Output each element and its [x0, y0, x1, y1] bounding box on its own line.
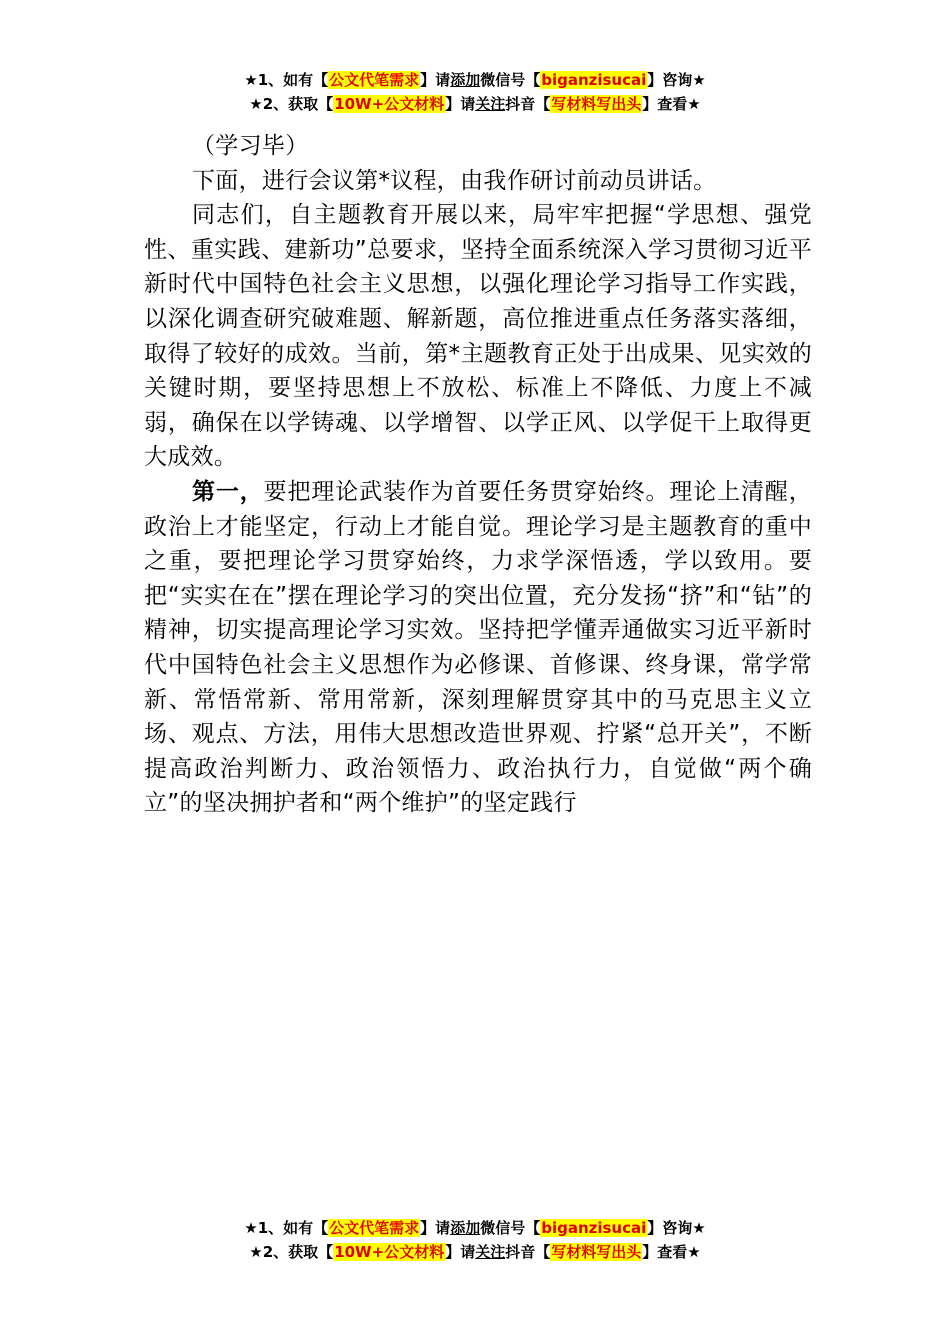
- promo-text: 】查看★: [642, 1243, 701, 1261]
- promo-text: ★2、获取【: [249, 1243, 334, 1261]
- promo-text: 】咨询★: [647, 71, 706, 89]
- promo-text: ★1、如有【: [244, 1219, 329, 1237]
- promo-underlined: 关注: [475, 95, 506, 113]
- promo-text: 】咨询★: [647, 1219, 706, 1237]
- promo-text: 微信号【: [480, 1219, 541, 1237]
- promo-text: ★1、如有【: [244, 71, 329, 89]
- footer-promo-banner: [0, 1216, 950, 1264]
- promo-line-1: [0, 1216, 950, 1240]
- promo-underlined: 关注: [475, 1243, 506, 1261]
- promo-text: 】请: [420, 1219, 451, 1237]
- paragraph-first-point: [144, 475, 812, 821]
- paragraph-study-end: （学习毕）: [192, 133, 309, 159]
- paragraph-intro: 同志们，自主题教育开展以来，局牢牢把握“学思想、强党性、重实践、建新功”总要求，坚持全面系统深入学习贯彻习近平新时代中国特色社会主义思想，以强化理论学习指导工作实践，以深化调查研究破难题、解新题，高位推进重点任务落实落细，取得了较好的成效。当前，第*主题教育正处于出成果、见实效的关键时期，要坚持思想上不放松、标准上不降低、力度上不减弱，确保在以学铸魂、以学增智、以学正风、以学促干上取得更大成效。: [144, 202, 812, 471]
- promo-underlined: 添加: [450, 71, 481, 89]
- promo-line-2: [0, 1240, 950, 1264]
- promo-text: 】请: [445, 95, 476, 113]
- promo-highlight: 10W+公文材料: [334, 95, 445, 113]
- header-promo-banner: [0, 68, 950, 116]
- promo-text: 】请: [420, 71, 451, 89]
- point-text: 要把理论武装作为首要任务贯穿始终。理论上清醒，政治上才能坚定，行动上才能自觉。理论学习是主题教育的重中之重，要把理论学习贯穿始终，力求学深悟透，学以致用。要把“实实在在”摆在理论学习的突出位置，充分发扬“挤”和“钻”的精神，切实提高理论学习实效。坚持把学懂弄通做实习近平新时代中国特色社会主义思想作为必修课、首修课、终身课，常学常新、常悟常新、常用常新，深刻理解贯穿其中的马克思主义立场、观点、方法，用伟大思想改造世界观、拧紧“总开关”，不断提高政治判断力、政治领悟力、政治执行力，自觉做“两个确立”的坚决拥护者和“两个维护”的坚定践行: [144, 478, 812, 817]
- promo-line-2: [0, 92, 950, 116]
- promo-underlined: 添加: [450, 1219, 481, 1237]
- paragraph-agenda: 下面，进行会议第*议程，由我作研讨前动员讲话。: [192, 167, 717, 194]
- promo-text: 】请: [445, 1243, 476, 1261]
- promo-highlight: 写材料写出头: [551, 95, 642, 113]
- promo-highlight: 写材料写出头: [551, 1243, 642, 1261]
- promo-text: 抖音【: [505, 95, 551, 113]
- promo-text: 】查看★: [642, 95, 701, 113]
- document-body: [144, 129, 812, 821]
- promo-line-1: [0, 68, 950, 92]
- promo-highlight: 公文代笔需求: [329, 71, 420, 89]
- promo-highlight: biganzisucai: [541, 71, 647, 89]
- promo-highlight: 10W+公文材料: [334, 1243, 445, 1261]
- promo-text: 微信号【: [480, 71, 541, 89]
- promo-text: ★2、获取【: [249, 95, 334, 113]
- point-lead: 第一，: [192, 478, 264, 505]
- promo-highlight: biganzisucai: [541, 1219, 647, 1237]
- promo-text: 抖音【: [505, 1243, 551, 1261]
- promo-highlight: 公文代笔需求: [329, 1219, 420, 1237]
